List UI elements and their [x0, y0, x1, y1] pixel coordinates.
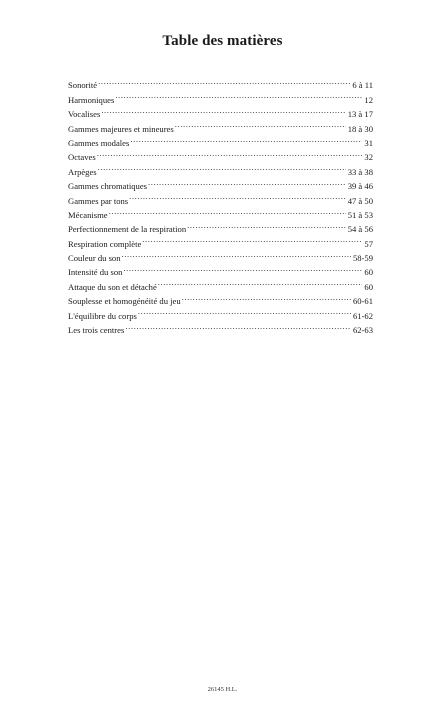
dot-leader	[142, 232, 362, 246]
dot-leader	[115, 88, 362, 102]
toc-entry-pages: 54 à 56	[347, 224, 373, 235]
toc-entry-pages: 18 à 30	[347, 123, 373, 134]
toc-entry-pages: 6 à 11	[352, 80, 373, 91]
dot-leader	[130, 132, 362, 146]
toc-entry-label: Vocalises	[68, 109, 101, 120]
dot-leader	[109, 204, 346, 218]
toc-entry-label: Gammes par tons	[68, 195, 129, 206]
toc-entry-pages: 60	[364, 281, 373, 292]
toc-entry-pages: 31	[364, 137, 373, 148]
dot-leader	[101, 103, 345, 117]
dot-leader	[175, 117, 346, 131]
toc-entry-label: Mécanisme	[68, 209, 108, 220]
toc-entry-label: Couleur du son	[68, 253, 121, 264]
dot-leader	[187, 218, 346, 232]
page-title: Table des matières	[162, 33, 283, 49]
toc-entry-label: L'équilibre du corps	[68, 310, 137, 321]
toc-entry-vocalises	[68, 103, 373, 120]
toc-entry-pages: 60-61	[352, 296, 373, 307]
toc-entry-label: Gammes chromatiques	[68, 181, 147, 192]
toc-entry-pages: 13 à 17	[347, 109, 373, 120]
toc-entry-sonorite	[68, 74, 373, 91]
toc-entry-pages: 62-63	[352, 325, 373, 336]
toc-entry-perfectionnement	[68, 218, 373, 235]
toc-entry-label: Gammes majeures et mineures	[68, 123, 174, 134]
dot-leader	[138, 304, 351, 318]
dot-leader	[123, 261, 362, 275]
toc-entry-label: Arpèges	[68, 166, 97, 177]
toc-entry-label: Octaves	[68, 152, 96, 163]
toc-entry-label: Gammes modales	[68, 137, 130, 148]
toc-entry-mecanisme	[68, 204, 373, 218]
toc-entry-pages: 61-62	[352, 310, 373, 321]
footer-plate-number: 26145 H.L.	[207, 686, 238, 693]
dot-leader	[182, 290, 351, 304]
toc-entry-pages: 39 à 46	[347, 181, 373, 192]
dot-leader	[97, 146, 363, 160]
toc-entry-arpeges	[68, 160, 373, 177]
toc-entry-harmoniques	[68, 88, 373, 105]
toc-entry-pages: 57	[364, 238, 373, 249]
toc-entry-label: Perfectionnement de la respiration	[68, 224, 187, 235]
toc-entry-label: Respiration complète	[68, 238, 142, 249]
toc-entry-label: Souplesse et homogénéité du jeu	[68, 296, 181, 307]
toc-entry-pages: 12	[364, 94, 373, 105]
toc-entry-pages: 47 à 50	[347, 195, 373, 206]
toc-entry-pages: 51 à 53	[347, 209, 373, 220]
toc-entry-pages: 60	[364, 267, 373, 278]
dot-leader	[98, 74, 350, 88]
dot-leader	[125, 319, 351, 333]
toc-entry-label: Intensité du son	[68, 267, 123, 278]
toc-entry-pages: 33 à 38	[347, 166, 373, 177]
toc-entry-label: Attaque du son et détaché	[68, 281, 157, 292]
toc-entry-octaves	[68, 146, 373, 163]
dot-leader	[98, 160, 346, 174]
dot-leader	[148, 175, 346, 189]
toc-entry-label: Les trois centres	[68, 325, 125, 336]
table-of-contents	[68, 74, 373, 336]
toc-entry-pages: 58-59	[352, 253, 373, 264]
dot-leader	[122, 247, 351, 261]
toc-entry-gammes-chromatiques	[68, 175, 373, 192]
toc-entry-gammes-majeures	[68, 117, 373, 134]
toc-entry-pages: 32	[364, 152, 373, 163]
toc-entry-label: Sonorité	[68, 80, 98, 91]
dot-leader	[129, 189, 346, 203]
dot-leader	[158, 275, 363, 289]
toc-entry-label: Harmoniques	[68, 94, 115, 105]
